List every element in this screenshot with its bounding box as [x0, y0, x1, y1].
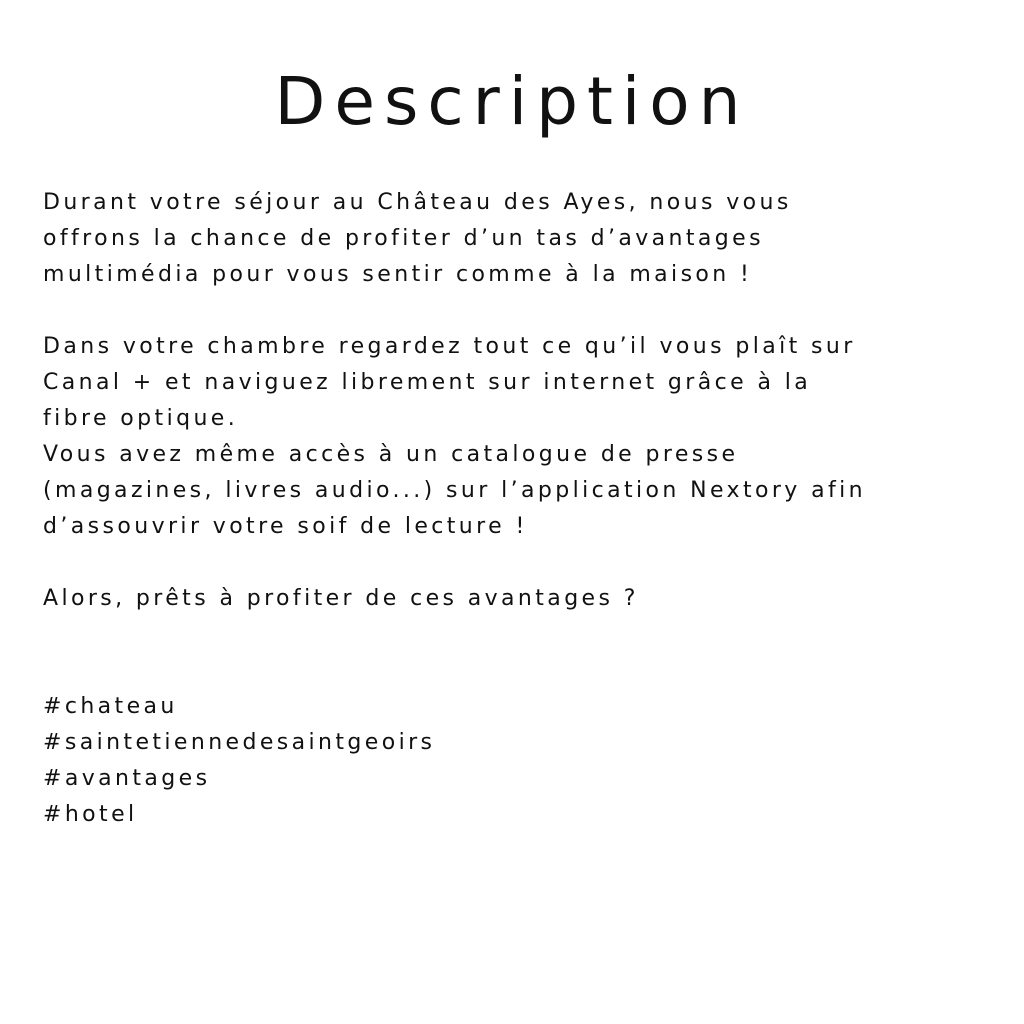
paragraph-spacer — [43, 293, 1003, 329]
text-line: Dans votre chambre regardez tout ce qu’il vous plaît sur — [43, 334, 856, 359]
text-line: Durant votre séjour au Château des Ayes, nous vous — [43, 190, 792, 215]
text-line: (magazines, livres audio...) sur l’application Nextory afin — [43, 478, 867, 503]
hashtag: #saintetiennedesaintgeoirs — [43, 730, 436, 755]
hashtag-list — [43, 689, 1003, 833]
hashtag: #hotel — [43, 802, 138, 827]
paragraph-spacer — [43, 545, 1003, 581]
text-line: d’assouvrir votre soif de lecture ! — [43, 514, 528, 539]
text-line: fibre optique. — [43, 406, 239, 431]
hashtag: #avantages — [43, 766, 211, 791]
text-line: offrons la chance de profiter d’un tas d’avantages — [43, 226, 764, 251]
hashtag: #chateau — [43, 694, 178, 719]
closing-question: Alors, prêts à profiter de ces avantages ? — [43, 586, 639, 611]
amenities-paragraph — [43, 329, 1003, 545]
text-line: Vous avez même accès à un catalogue de presse — [43, 442, 739, 467]
intro-paragraph — [43, 185, 1003, 293]
text-line: Canal + et naviguez librement sur internet grâce à la — [43, 370, 812, 395]
paragraph-spacer — [43, 617, 1003, 689]
description-body — [43, 185, 1003, 833]
text-line: multimédia pour vous sentir comme à la maison ! — [43, 262, 753, 287]
page-title: Description — [274, 63, 750, 140]
